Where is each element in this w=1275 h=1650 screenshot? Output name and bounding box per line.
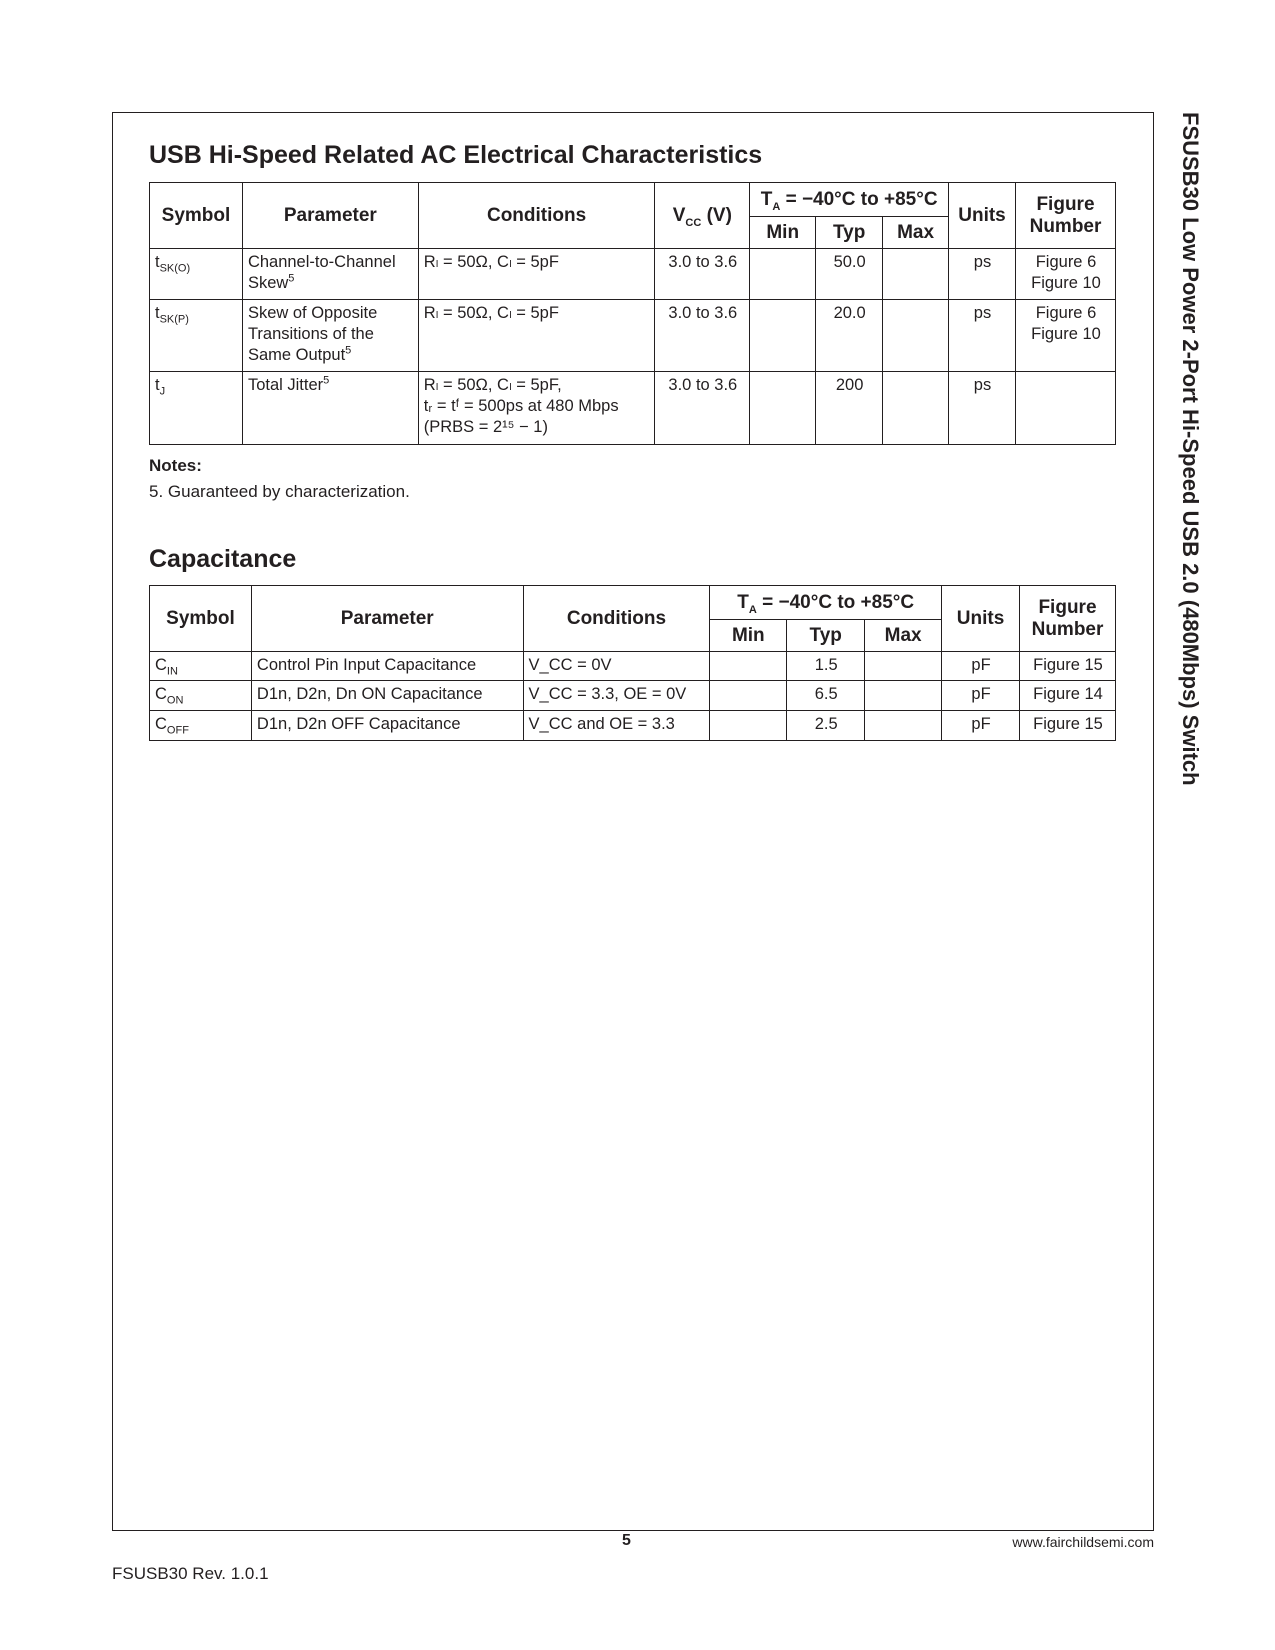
col-header-symbol: Symbol	[150, 183, 243, 249]
min-cell	[750, 249, 816, 300]
conditions-cell: V_CC and OE = 3.3	[523, 711, 710, 741]
side-title	[1163, 112, 1203, 892]
symbol-cell: $t_{SK(P)}$	[150, 300, 243, 372]
table-row	[150, 681, 1116, 711]
symbol-cell: $C_{ON}$	[150, 681, 252, 711]
symbol-cell: $t_{SK(O)}$	[150, 249, 243, 300]
typ-cell: 2.5	[787, 711, 865, 741]
conditions-cell: Rₗ = 50Ω, Cₗ = 5pF	[418, 249, 655, 300]
vcc-cell: 3.0 to 3.6	[655, 300, 750, 372]
units-cell: ps	[949, 300, 1016, 372]
max-cell	[883, 372, 949, 445]
parameter-cell: Skew of Opposite Transitions of the Same Output$^5$	[242, 300, 418, 372]
section-title-capacitance: Capacitance	[149, 545, 297, 573]
table-row	[150, 372, 1116, 445]
symbol-cell: $t_J$	[150, 372, 243, 445]
figure-cell: Figure 14	[1019, 681, 1115, 711]
col-header-min: Min	[710, 620, 787, 652]
col-header-symbol: Symbol	[150, 586, 252, 652]
section-title-ac: USB Hi-Speed Related AC Electrical Characteristics	[149, 141, 763, 169]
symbol-cell: $C_{IN}$	[150, 652, 252, 681]
footer-url[interactable]: www.fairchildsemi.com	[1012, 1534, 1154, 1550]
col-header-typ: Typ	[816, 217, 883, 249]
page-number: 5	[622, 1532, 631, 1549]
max-cell	[865, 681, 942, 711]
typ-cell: 20.0	[816, 300, 883, 372]
figure-cell: Figure 15	[1019, 652, 1115, 681]
typ-cell: 1.5	[787, 652, 865, 681]
units-cell: ps	[949, 372, 1016, 445]
vcc-cell: 3.0 to 3.6	[655, 372, 750, 445]
max-cell	[883, 300, 949, 372]
col-header-figure: Figure Number	[1019, 586, 1115, 652]
table-row	[150, 300, 1116, 372]
col-header-min: Min	[750, 217, 816, 249]
units-cell: pF	[942, 711, 1020, 741]
parameter-cell: Total Jitter$^5$	[242, 372, 418, 445]
col-header-parameter: Parameter	[242, 183, 418, 249]
figure-cell	[1015, 372, 1115, 445]
conditions-cell: Rₗ = 50Ω, Cₗ = 5pF	[418, 300, 655, 372]
col-header-ta: $T_A = -40^\circ C$ to +85°C	[710, 586, 942, 620]
units-cell: pF	[942, 681, 1020, 711]
capacitance-table	[149, 585, 1116, 741]
footer-revision: FSUSB30 Rev. 1.0.1	[112, 1564, 269, 1583]
max-cell	[865, 652, 942, 681]
min-cell	[710, 681, 787, 711]
col-header-conditions: Conditions	[418, 183, 655, 249]
figure-cell: Figure 15	[1019, 711, 1115, 741]
min-cell	[750, 372, 816, 445]
table-row	[150, 711, 1116, 741]
col-header-conditions: Conditions	[523, 586, 710, 652]
note-5: 5. Guaranteed by characterization.	[149, 482, 410, 501]
parameter-cell: Channel-to-Channel Skew$^5$	[242, 249, 418, 300]
col-header-figure: Figure Number	[1015, 183, 1115, 249]
min-cell	[710, 652, 787, 681]
vcc-cell: 3.0 to 3.6	[655, 249, 750, 300]
max-cell	[883, 249, 949, 300]
typ-cell: 200	[816, 372, 883, 445]
conditions-cell: V_CC = 0V	[523, 652, 710, 681]
symbol-cell: $C_{OFF}$	[150, 711, 252, 741]
typ-cell: 50.0	[816, 249, 883, 300]
col-header-parameter: Parameter	[251, 586, 523, 652]
units-cell: ps	[949, 249, 1016, 300]
parameter-cell: D1n, D2n, Dn ON Capacitance	[251, 681, 523, 711]
min-cell	[710, 711, 787, 741]
table-row	[150, 652, 1116, 681]
figure-cell: Figure 6 Figure 10	[1015, 300, 1115, 372]
conditions-cell: V_CC = 3.3, OE = 0V	[523, 681, 710, 711]
table-row	[150, 249, 1116, 300]
col-header-typ: Typ	[787, 620, 865, 652]
side-title-text: FSUSB30 Low Power 2-Port Hi-Speed USB 2.0 (480Mbps) Switch	[1178, 112, 1203, 786]
notes-title: Notes:	[149, 456, 202, 475]
figure-cell: Figure 6 Figure 10	[1015, 249, 1115, 300]
parameter-cell: Control Pin Input Capacitance	[251, 652, 523, 681]
col-header-ta: $T_A = -40^\circ C$ to +85°C	[750, 183, 949, 217]
min-cell	[750, 300, 816, 372]
ac-characteristics-table	[149, 182, 1116, 445]
max-cell	[865, 711, 942, 741]
col-header-max: Max	[883, 217, 949, 249]
units-cell: pF	[942, 652, 1020, 681]
conditions-cell: Rₗ = 50Ω, Cₗ = 5pF, tᵣ = tᶠ = 500ps at 480 Mbps (PRBS = 2¹⁵ − 1)	[418, 372, 655, 445]
typ-cell: 6.5	[787, 681, 865, 711]
col-header-units: Units	[942, 586, 1020, 652]
parameter-cell: D1n, D2n OFF Capacitance	[251, 711, 523, 741]
col-header-vcc: $V_{CC}$ (V)	[655, 183, 750, 249]
col-header-max: Max	[865, 620, 942, 652]
col-header-units: Units	[949, 183, 1016, 249]
